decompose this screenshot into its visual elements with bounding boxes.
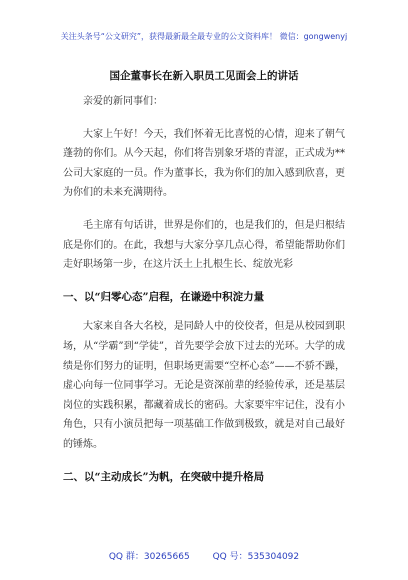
section-heading-2: 二、以“主动成长”为帆，在突破中提升格局 [63,470,265,483]
document-body [63,92,345,497]
document-title: 国企董事长在新入职员工见面会上的讲话 [109,70,299,82]
footer-qq-number: QQ 号：535304092 [212,552,300,562]
footer-contact [0,549,408,562]
paragraph-section-1: 大家来自各大名校，是同龄人中的佼佼者，但是从校园到职场，从“学霸”到“学徒”，首先要学会放下过去的光环。大学的成绩是你们努力的证明，但职场更需要“空杯心态”——不骄不躁，虚心向每一位同事学习。无论是资深前辈的经验传承，还是基层岗位的实践积累，都藏着成长的密码。大家要牢牢记住，没有小角色，只有小演员把每一项基础工作做到极致，就是对自己最好的锤炼。 [63,321,345,450]
footer-qq-group: QQ 群：30265665 [108,552,190,562]
section-heading-1: 一、以“归零心态”启程，在谦逊中积淀力量 [63,290,265,303]
salutation: 亲爱的新同事们： [83,96,163,107]
paragraph-quote: 毛主席有句话讲，世界是你们的，也是我们的，但是归根结底是你们的。在此，我想与大家分享几点心得，希望能帮助你们走好职场第一步，在这片沃土上扎根生长、绽放光彩 [63,219,345,271]
paragraph-greeting: 大家上午好！今天，我们怀着无比喜悦的心情，迎来了朝气蓬勃的你们。从今天起，你们将告别象牙塔的青涩，正式成为**公司大家庭的一员。作为董事长，我为你们的加入感到欣喜，更为你们的未来充满期待。 [63,128,345,199]
header-promo-note: 关注头条号“公文研究”，获得最新最全最专业的公文资料库！ 微信：gongwenyj [60,32,348,41]
